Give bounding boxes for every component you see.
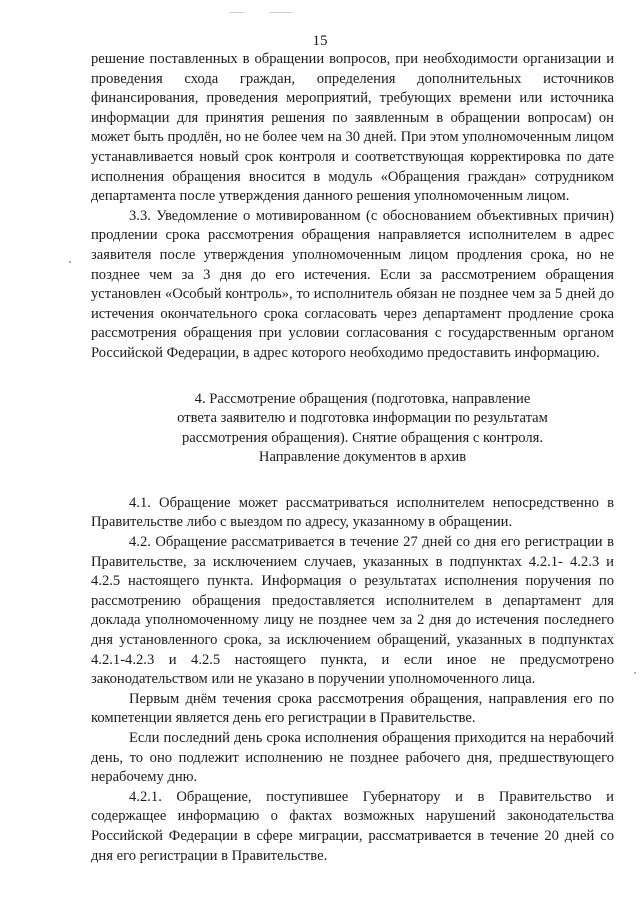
heading-line: Направление документов в архив [258,449,467,466]
heading-line: ответа заявителю и подготовка информации по результатам [177,410,548,427]
page-number: 15 [312,33,328,49]
scan-artifact [634,672,636,674]
paragraph-first-day: Первым днём течения срока рассмотрения обращения, направления его по компетенции является день его регистрации в Правительстве. [91,690,614,727]
section-heading [131,390,594,468]
heading-line: рассмотрения обращения). Снятие обращения с контроля. [181,429,544,446]
paragraph-nonworking-day: Если последний день срока исполнения обращения приходится на нерабочий день, то оно подлежит исполнению не позднее рабочего дня, предшествующего нерабочему дню. [91,730,614,786]
scan-artifact [270,12,292,13]
scan-artifact [69,261,71,263]
paragraph-3-3: 3.3. Уведомление о мотивированном (с обоснованием объективных причин) продлении срока рассмотрения обращения направляется исполнителем в адрес заявителя после утверждения уполномоченным лицом продления срока, но не позднее чем за 3 дня до его истечения. Если за рассмотрением обращения установлен «Особый контроль», то исполнитель обязан не позднее чем за 5 дней до истечения окончательного срока согласовать через департамент продление срока рассмотрения обращения при условии согласования с государственным органом Российской Федерации, в адрес которого необходимо предоставить информацию. [91,207,614,361]
document-body [91,50,614,866]
paragraph-4-2-1: 4.2.1. Обращение, поступившее Губернатору и в Правительство и содержащее информацию о фактах возможных нарушений законодательства Российской Федерации в сфере миграции, рассматривается в течение 20 дней со дня его регистрации в Правительстве. [91,788,614,864]
scan-artifact [230,12,244,13]
paragraph-continuation: решение поставленных в обращении вопросов, при необходимости организации и проведения схода граждан, определения дополнительных источников финансирования, проведения мероприятий, требующих времени или источника информации для принятия решения по заявленным в обращении вопросам) он может быть продлён, но не более чем на 30 дней. При этом уполномоченным лицом устанавливается новый срок контроля и соответствующая корректировка по дате исполнения обращения вносится в модуль «Обращения граждан» сотрудником департамента после утверждения данного решения уполномоченным лицом. [91,51,614,205]
paragraph-4-2: 4.2. Обращение рассматривается в течение 27 дней со дня его регистрации в Правительстве, за исключением случаев, указанных в подпунктах 4.2.1- 4.2.3 и 4.2.5 настоящего пункта. Информация о результатах исполнения поручения по рассмотрению обращения предоставляется исполнителем в департамент для доклада уполномоченному лицу не позднее чем за 2 дня до истечения последнего дня установленного срока, за исключением обращений, указанных в подпунктах 4.2.1-4.2.3 и 4.2.5 настоящего пункта, и если иное не предусмотрено законодательством или не указано в поручении уполномоченного лица. [91,534,614,688]
heading-line: 4. Рассмотрение обращения (подготовка, направление [194,390,531,407]
paragraph-4-1: 4.1. Обращение может рассматриваться исполнителем непосредственно в Правительстве либо с выездом по адресу, указанному в обращении. [91,494,614,531]
